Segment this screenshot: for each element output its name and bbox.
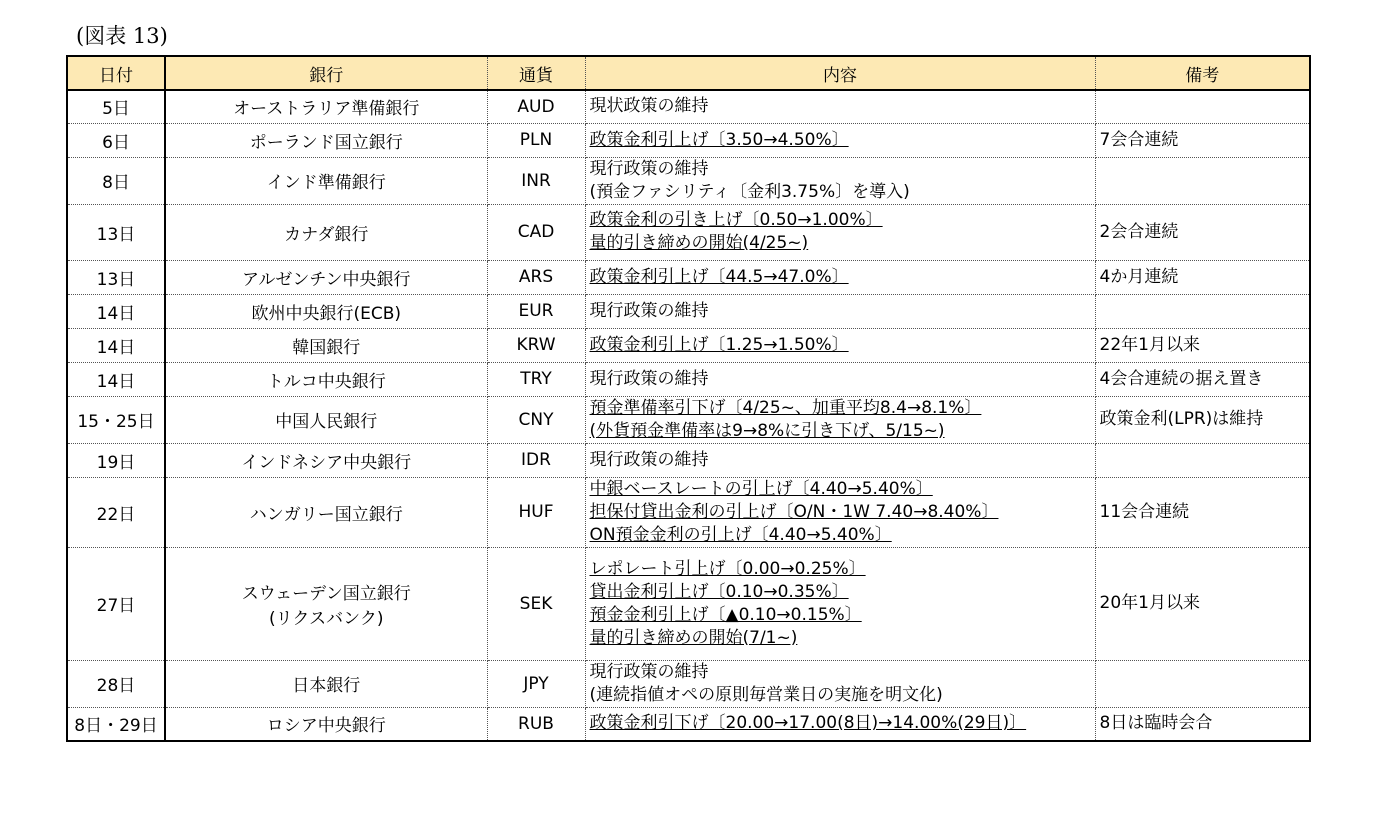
table-row <box>67 157 1310 204</box>
date-cell: 15・25日 <box>67 396 165 443</box>
header-bank: 銀行 <box>165 56 487 90</box>
currency-cell: PLN <box>487 123 585 157</box>
content-line: 現行政策の維持 <box>589 661 709 682</box>
content-line: 量的引き締めの開始(4/25~) <box>589 233 809 253</box>
bank-name-line: インド準備銀行 <box>266 173 386 193</box>
remarks-cell <box>1095 90 1310 123</box>
bank-name-line: 日本銀行 <box>292 676 361 696</box>
bank-cell <box>165 707 487 741</box>
content-cell <box>585 260 1095 294</box>
content-line: 現行政策の維持 <box>589 300 709 321</box>
bank-cell <box>165 443 487 477</box>
currency-cell: ARS <box>487 260 585 294</box>
content-line: (預金ファシリティ〔金利3.75%〕を導入) <box>589 181 910 202</box>
currency-cell: IDR <box>487 443 585 477</box>
content-line: 現状政策の維持 <box>589 96 709 117</box>
content-line: 現行政策の維持 <box>589 158 709 179</box>
currency-cell: CNY <box>487 396 585 443</box>
currency-cell: EUR <box>487 294 585 328</box>
central-bank-policy-table <box>66 55 1311 742</box>
remarks-cell: 7会合連続 <box>1095 123 1310 157</box>
date-cell: 14日 <box>67 328 165 362</box>
remarks-cell <box>1095 443 1310 477</box>
bank-cell <box>165 477 487 547</box>
date-cell: 22日 <box>67 477 165 547</box>
table-row <box>67 547 1310 660</box>
date-cell: 8日・29日 <box>67 707 165 741</box>
content-line: 政策金利引上げ〔44.5→47.0%〕 <box>589 266 849 287</box>
content-cell <box>585 396 1095 443</box>
content-cell <box>585 443 1095 477</box>
content-cell <box>585 660 1095 707</box>
remarks-cell: 4会合連続の据え置き <box>1095 362 1310 396</box>
bank-name-line: 韓国銀行 <box>292 337 361 358</box>
table-row <box>67 90 1310 123</box>
content-line: 政策金利引下げ〔20.00→17.00(8日)→14.00%(29日)〕 <box>589 713 1027 734</box>
date-cell: 8日 <box>67 157 165 204</box>
remarks-cell <box>1095 660 1310 707</box>
bank-name-line: カナダ銀行 <box>284 224 369 245</box>
bank-name-line: 中国人民銀行 <box>275 412 378 432</box>
currency-cell: INR <box>487 157 585 204</box>
content-line: 現行政策の維持 <box>589 449 709 470</box>
content-line: 担保付貸出金利の引上げ〔O/N・1W 7.40→8.40%〕 <box>589 501 999 522</box>
content-line: (連続指値オペの原則毎営業日の実施を明文化) <box>589 684 943 705</box>
remarks-cell: 20年1月以来 <box>1095 547 1310 660</box>
table-row <box>67 328 1310 362</box>
content-cell <box>585 362 1095 396</box>
table-row <box>67 204 1310 260</box>
bank-name-line: スウェーデン国立銀行 <box>241 583 411 604</box>
table-row <box>67 260 1310 294</box>
remarks-cell: 22年1月以来 <box>1095 328 1310 362</box>
bank-cell <box>165 90 487 123</box>
header-remarks: 備考 <box>1095 56 1310 90</box>
content-cell <box>585 294 1095 328</box>
remarks-cell: 4か月連続 <box>1095 260 1310 294</box>
remarks-cell: 11会合連続 <box>1095 477 1310 547</box>
bank-name-line: トルコ中央銀行 <box>266 371 386 392</box>
content-line: 政策金利の引き上げ〔0.50→1.00%〕 <box>589 210 883 230</box>
bank-cell <box>165 204 487 260</box>
bank-name-line: 欧州中央銀行(ECB) <box>251 303 402 324</box>
content-cell <box>585 547 1095 660</box>
table-row <box>67 123 1310 157</box>
currency-cell: TRY <box>487 362 585 396</box>
header-content: 内容 <box>585 56 1095 90</box>
table-row <box>67 362 1310 396</box>
bank-name-line: ポーランド国立銀行 <box>249 132 403 153</box>
remarks-cell: 2会合連続 <box>1095 204 1310 260</box>
currency-cell: JPY <box>487 660 585 707</box>
content-line: 量的引き締めの開始(7/1~) <box>589 627 798 648</box>
bank-cell <box>165 123 487 157</box>
date-cell: 6日 <box>67 123 165 157</box>
content-cell <box>585 157 1095 204</box>
content-line: 政策金利引上げ〔1.25→1.50%〕 <box>589 334 849 355</box>
date-cell: 13日 <box>67 260 165 294</box>
content-cell <box>585 123 1095 157</box>
date-cell: 28日 <box>67 660 165 707</box>
table-row <box>67 707 1310 741</box>
date-cell: 19日 <box>67 443 165 477</box>
table-row <box>67 294 1310 328</box>
content-cell <box>585 328 1095 362</box>
bank-name-line: アルゼンチン中央銀行 <box>242 269 411 290</box>
bank-cell <box>165 362 487 396</box>
currency-cell: CAD <box>487 204 585 260</box>
remarks-cell <box>1095 294 1310 328</box>
table-row <box>67 396 1310 443</box>
bank-name-line: オーストラリア準備銀行 <box>233 99 420 120</box>
content-cell <box>585 204 1095 260</box>
date-cell: 5日 <box>67 90 165 123</box>
content-line: レポレート引上げ〔0.00→0.25%〕 <box>589 558 866 579</box>
content-cell <box>585 707 1095 741</box>
header-date: 日付 <box>67 56 165 90</box>
content-line: 貸出金利引上げ〔0.10→0.35%〕 <box>589 581 849 602</box>
content-cell <box>585 90 1095 123</box>
remarks-cell: 8日は臨時会合 <box>1095 707 1310 741</box>
bank-cell <box>165 328 487 362</box>
content-line: 政策金利引上げ〔3.50→4.50%〕 <box>589 129 849 150</box>
currency-cell: HUF <box>487 477 585 547</box>
bank-cell <box>165 396 487 443</box>
bank-name-line: ハンガリー国立銀行 <box>249 504 403 525</box>
bank-cell <box>165 660 487 707</box>
date-cell: 14日 <box>67 362 165 396</box>
header-currency: 通貨 <box>487 56 585 90</box>
content-line: 中銀ベースレートの引上げ〔4.40→5.40%〕 <box>589 478 933 499</box>
table-row <box>67 443 1310 477</box>
bank-cell <box>165 260 487 294</box>
content-line: 預金準備率引下げ〔4/25~、加重平均8.4→8.1%〕 <box>589 397 982 418</box>
header-row <box>67 56 1310 90</box>
bank-cell <box>165 294 487 328</box>
bank-cell <box>165 547 487 660</box>
bank-name-line: (リクスバンク) <box>269 608 384 629</box>
bank-cell <box>165 157 487 204</box>
remarks-cell: 政策金利(LPR)は維持 <box>1095 396 1310 443</box>
content-line: ON預金金利の引上げ〔4.40→5.40%〕 <box>589 524 892 545</box>
table-row <box>67 660 1310 707</box>
bank-name-line: ロシア中央銀行 <box>266 716 386 737</box>
bank-name-line: インドネシア中央銀行 <box>241 452 412 473</box>
date-cell: 13日 <box>67 204 165 260</box>
content-line: 現行政策の維持 <box>589 368 709 389</box>
table-row <box>67 477 1310 547</box>
currency-cell: AUD <box>487 90 585 123</box>
remarks-cell <box>1095 157 1310 204</box>
content-line: 預金金利引上げ〔▲0.10→0.15%〕 <box>589 604 862 625</box>
table-body <box>67 90 1310 741</box>
currency-cell: SEK <box>487 547 585 660</box>
date-cell: 14日 <box>67 294 165 328</box>
date-cell: 27日 <box>67 547 165 660</box>
content-line: (外貨預金準備率は9→8%に引き下げ、5/15~) <box>589 420 945 441</box>
content-cell <box>585 477 1095 547</box>
figure-caption: (図表 13) <box>76 24 168 48</box>
currency-cell: RUB <box>487 707 585 741</box>
currency-cell: KRW <box>487 328 585 362</box>
table-header <box>67 56 1310 90</box>
